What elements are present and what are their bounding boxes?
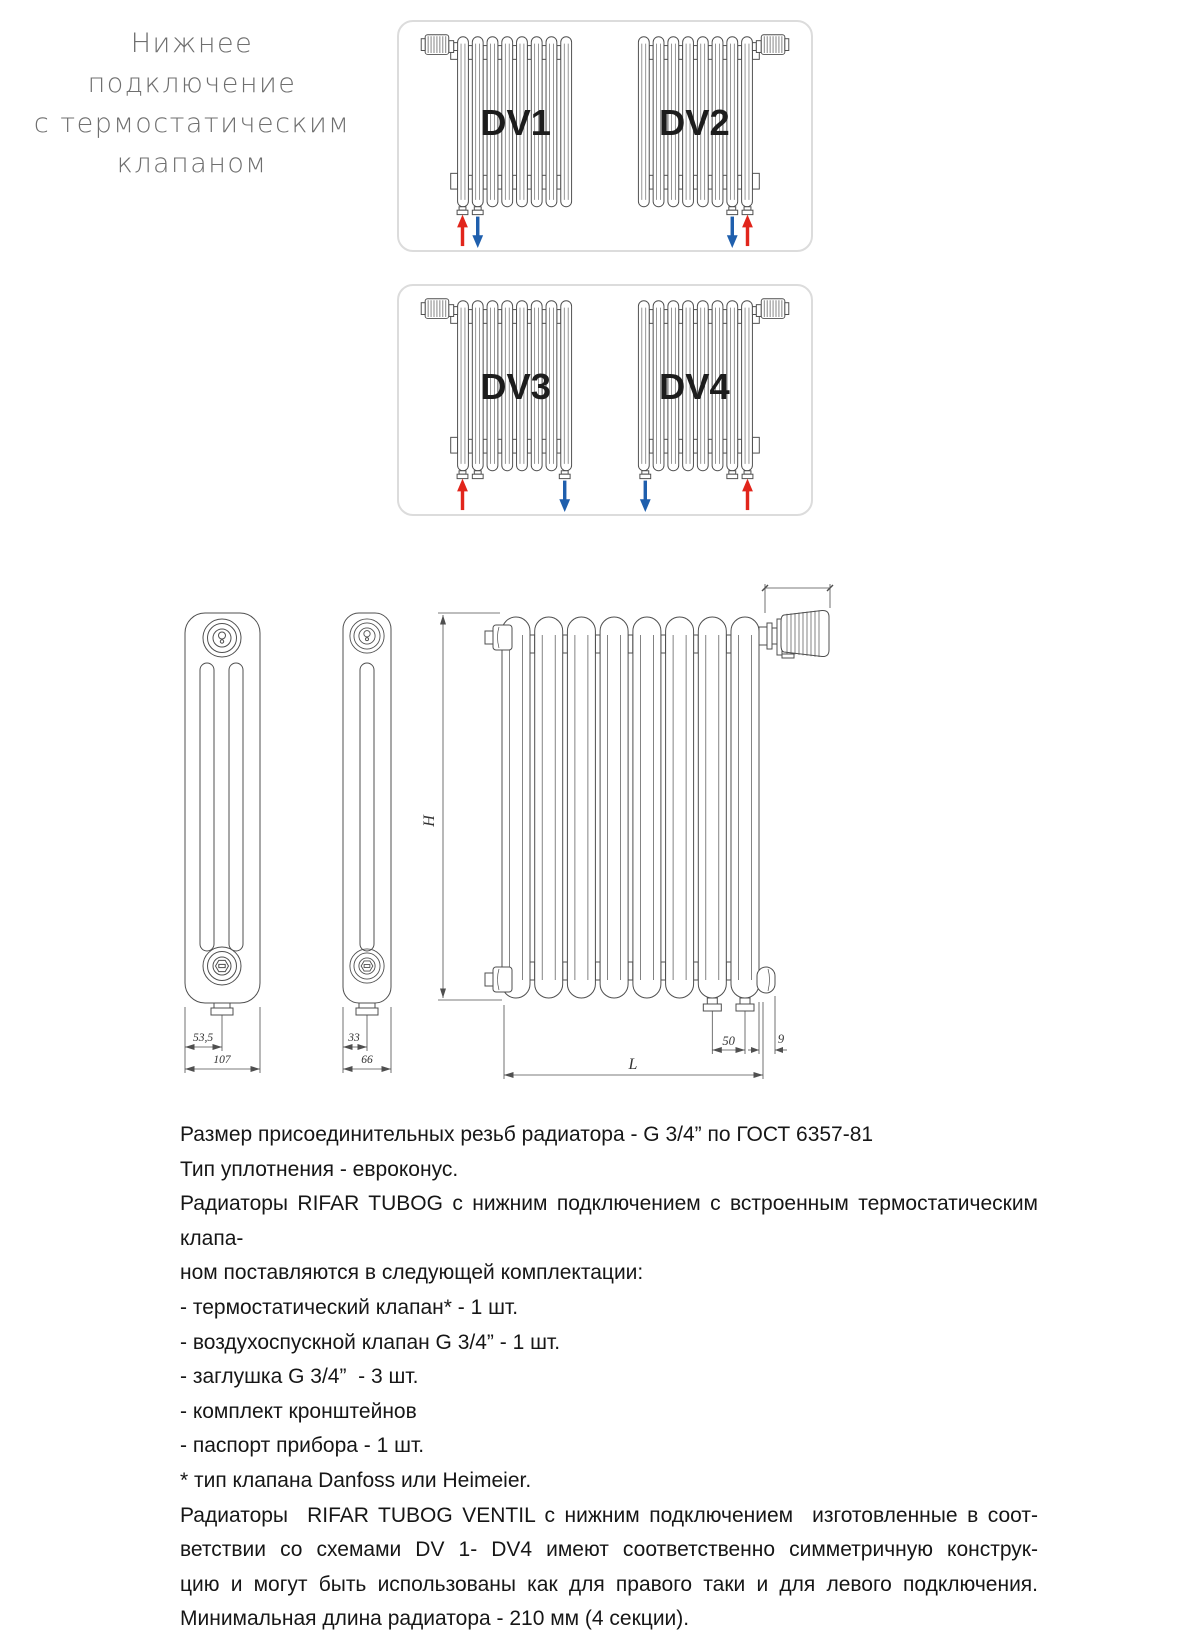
dim-label-stub-spacing: 50 — [722, 1034, 735, 1048]
side-view-wide-drawing — [170, 595, 270, 1075]
connection-scheme-panel-bottom — [397, 284, 813, 516]
supply-arrow-icon — [742, 479, 753, 510]
dim-label-side-wide-half: 53,5 — [192, 1032, 214, 1044]
connection-stubs — [703, 998, 754, 1011]
drain-plug-icon — [203, 947, 241, 985]
scheme-dv3-dv4-drawing — [399, 286, 811, 514]
scheme-label-dv4: DV4 — [659, 366, 730, 408]
radiator-scheme-dv4 — [638, 299, 788, 512]
scheme-dv1-dv2-drawing — [399, 22, 811, 250]
dim-label-side-wide-full: 107 — [213, 1054, 231, 1066]
spec-line: Размер присоединительных резьб радиатора - G 3/4” по ГОСТ 6357-81 — [180, 1123, 874, 1146]
air-vent-icon — [203, 619, 241, 657]
air-vent-icon — [350, 619, 384, 653]
dim-label-stub-offset: 9 — [777, 1032, 785, 1046]
page-title — [24, 24, 360, 184]
front-view-drawing — [420, 555, 840, 1095]
scheme-label-dv2: DV2 — [659, 102, 730, 144]
scheme-label-dv3: DV3 — [480, 366, 551, 408]
connection-scheme-panel-top — [397, 20, 813, 252]
spec-line: цию и могут быть использованы как для правого таки и для левого подключения. — [180, 1572, 1038, 1596]
return-arrow-icon — [640, 481, 651, 512]
spec-line: Радиаторы RIFAR TUBOG VENTIL с нижним подключением изготовленные в соот- — [180, 1503, 1038, 1527]
dim-label-side-narrow-full: 66 — [361, 1054, 373, 1066]
specification-text — [180, 1118, 1044, 1637]
spec-line: * тип клапана Danfoss или Heimeier. — [180, 1468, 532, 1492]
spec-line: ветствии со схемами DV 1- DV4 имеют соответственно симметричную конструк- — [180, 1538, 1038, 1562]
return-arrow-icon — [472, 217, 483, 248]
radiator-section-body — [185, 613, 260, 1003]
spec-line: ном поставляются в следующей комплектации: — [180, 1261, 644, 1285]
return-arrow-icon — [559, 481, 570, 512]
radiator-columns — [502, 617, 759, 998]
spec-line: - термостатический клапан* - 1 шт. — [180, 1295, 519, 1319]
spec-line: Тип уплотнения - евроконус. — [180, 1157, 459, 1181]
title-line-3: клапаном — [116, 148, 268, 179]
spec-line: Минимальная длина радиатора - 210 мм (4 секции). — [180, 1607, 690, 1631]
radiator-scheme-dv1 — [421, 35, 571, 248]
supply-arrow-icon — [742, 215, 753, 246]
bottom-end-cap — [757, 967, 775, 993]
spec-line: - комплект кронштейнов — [180, 1399, 417, 1423]
spec-line: Радиаторы RIFAR TUBOG с нижним подключением с встроенным термостатическим клапа- — [180, 1192, 1044, 1250]
dim-label-l: L — [628, 1056, 638, 1073]
radiator-scheme-dv3 — [421, 299, 571, 512]
scheme-label-dv1: DV1 — [480, 102, 551, 144]
spec-line: - заглушка G 3/4” - 3 шт. — [180, 1365, 419, 1389]
radiator-section-body — [343, 613, 391, 1003]
air-vent-plug-icon — [485, 625, 512, 650]
supply-arrow-icon — [457, 215, 468, 246]
radiator-scheme-dv2 — [638, 35, 788, 248]
thermostatic-valve-icon — [759, 610, 829, 658]
spec-line: - паспорт прибора - 1 шт. — [180, 1434, 425, 1458]
title-line-1: Нижнее подключение — [87, 28, 297, 99]
bottom-plug-icon — [485, 967, 512, 992]
dim-label-side-narrow-half: 33 — [348, 1032, 360, 1044]
title-line-2: с термостатическим — [33, 108, 351, 139]
dim-label-h: H — [421, 815, 438, 827]
side-view-narrow-drawing — [333, 595, 403, 1075]
spec-line: - воздухоспускной клапан G 3/4” - 1 шт. — [180, 1330, 561, 1354]
drain-plug-icon — [350, 949, 384, 983]
return-arrow-icon — [727, 217, 738, 248]
supply-arrow-icon — [457, 479, 468, 510]
